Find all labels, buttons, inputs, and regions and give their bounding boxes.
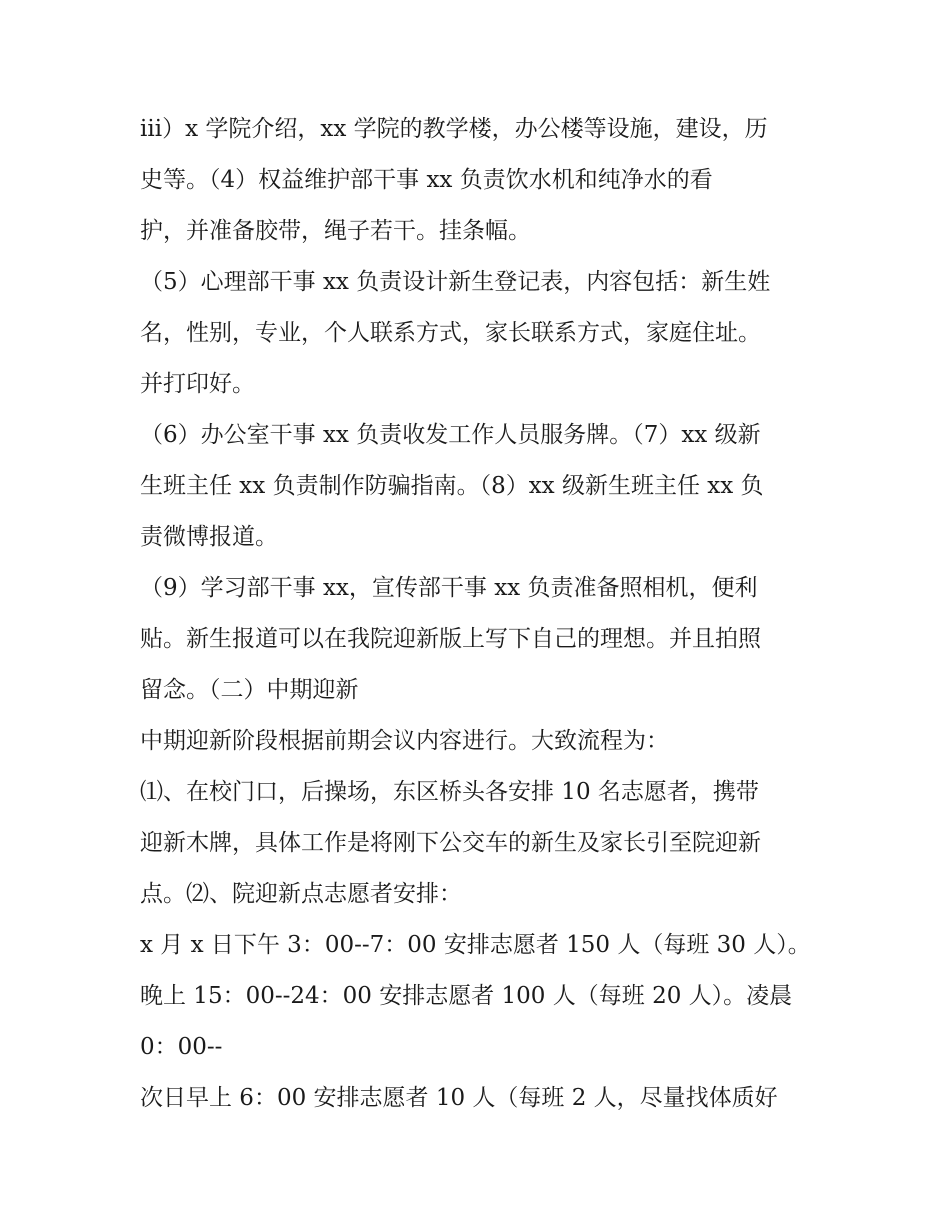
text-line: 史等。（4）权益维护部干事 xx 负责饮水机和纯净水的看 bbox=[140, 167, 713, 193]
text-line: （5）心理部干事 xx 负责设计新生登记表，内容包括：新生姓 bbox=[140, 269, 771, 295]
text-line: 0：00-- bbox=[140, 1034, 223, 1060]
text-line: 留念。（二）中期迎新 bbox=[140, 677, 359, 703]
text-line: 生班主任 xx 负责制作防骗指南。（8）xx 级新生班主任 xx 负 bbox=[140, 473, 764, 499]
text-line: iii）x 学院介绍，xx 学院的教学楼，办公楼等设施，建设，历 bbox=[140, 116, 768, 142]
text-line: 晚上 15：00--24：00 安排志愿者 100 人（每班 20 人）。凌晨 bbox=[140, 983, 793, 1009]
text-line: 点。⑵、院迎新点志愿者安排： bbox=[140, 881, 462, 907]
text-line: 护，并准备胶带，绳子若干。挂条幅。 bbox=[140, 218, 531, 244]
text-line: 并打印好。 bbox=[140, 371, 255, 397]
text-line: 责微博报道。 bbox=[140, 524, 278, 550]
text-line: （9）学习部干事 xx，宣传部干事 xx 负责准备照相机，便利 bbox=[140, 575, 758, 601]
text-line: ⑴、在校门口，后操场，东区桥头各安排 10 名志愿者，携带 bbox=[140, 779, 759, 805]
text-line: 贴。新生报道可以在我院迎新版上写下自己的理想。并且拍照 bbox=[140, 626, 761, 652]
text-line: 迎新木牌，具体工作是将刚下公交车的新生及家长引至院迎新 bbox=[140, 830, 761, 856]
text-line: 中期迎新阶段根据前期会议内容进行。大致流程为： bbox=[140, 728, 669, 754]
text-line: x 月 x 日下午 3：00--7：00 安排志愿者 150 人（每班 30 人）。 bbox=[140, 932, 811, 958]
body-text bbox=[140, 104, 840, 1124]
text-line: 次日早上 6：00 安排志愿者 10 人（每班 2 人，尽量找体质好 bbox=[140, 1085, 778, 1111]
text-line: 名，性别，专业，个人联系方式，家长联系方式，家庭住址。 bbox=[140, 320, 761, 346]
text-line: （6）办公室干事 xx 负责收发工作人员服务牌。（7）xx 级新 bbox=[140, 422, 761, 448]
